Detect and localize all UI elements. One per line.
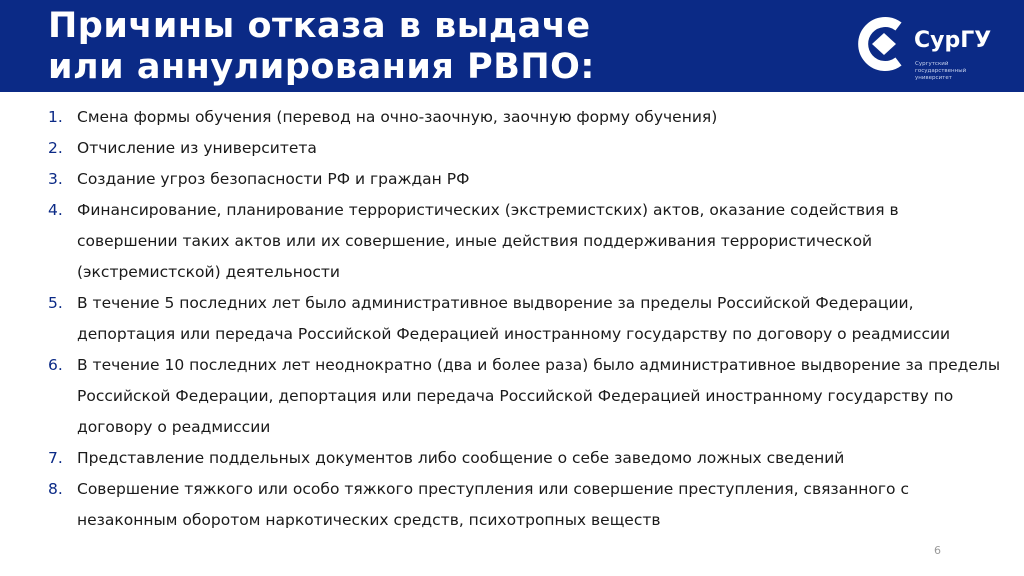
- list-item-text: Совершение тяжкого или особо тяжкого преступления или совершение преступления, связанного с незаконным оборотом наркотических средств, психотропных веществ: [77, 480, 909, 529]
- list-item-number: 2.: [48, 139, 63, 157]
- list-item-text: Финансирование, планирование террористических (экстремистских) актов, оказание содействия в совершении таких актов или их совершение, иные действия поддерживания террористической (экстремистской) деятельности: [77, 201, 899, 281]
- list-item: [0, 443, 1024, 474]
- list-item-number: 6.: [48, 356, 63, 374]
- list-item: [0, 133, 1024, 164]
- surgu-logo: [854, 12, 1004, 82]
- list-item-text: Отчисление из университета: [77, 139, 317, 157]
- page-title: [48, 6, 828, 88]
- list-item-number: 4.: [48, 201, 63, 219]
- list-item-number: 3.: [48, 170, 63, 188]
- list-item-text: Смена формы обучения (перевод на очно-заочную, заочную форму обучения): [77, 108, 718, 126]
- list-item: [0, 350, 1024, 443]
- list-item-text: Представление поддельных документов либо сообщение о себе заведомо ложных сведений: [77, 449, 845, 467]
- list-item: [0, 288, 1024, 350]
- title-line-2: или аннулирования РВПО:: [48, 47, 595, 87]
- list-item-text: В течение 5 последних лет было административное выдворение за пределы Российской Федерации, депортация или передача Российской Федерацией иностранному государству по договору о реадмиссии: [77, 294, 951, 343]
- list-item-text: В течение 10 последних лет неоднократно (два и более раза) было административное выдворение за пределы Российской Федерации, депортация или передача Российской Федерацией иностранному государству по договору о реадмиссии: [77, 356, 1001, 436]
- logo-subtitle: Сургутский государственный университет: [915, 61, 967, 81]
- list-item-number: 5.: [48, 294, 63, 312]
- page-number: 6: [934, 544, 941, 557]
- list-item-number: 8.: [48, 480, 63, 498]
- logo-name: СурГУ: [914, 28, 992, 53]
- list-item: [0, 164, 1024, 195]
- list-item: [0, 195, 1024, 288]
- list-item: [0, 102, 1024, 133]
- list-item-number: 1.: [48, 108, 63, 126]
- list-item: [0, 474, 1024, 536]
- title-line-1: Причины отказа в выдаче: [48, 6, 591, 46]
- header-bar: [0, 0, 1024, 92]
- surgu-logo-icon: [854, 14, 914, 74]
- list-item-number: 7.: [48, 449, 63, 467]
- reasons-list: [0, 102, 1024, 536]
- list-item-text: Создание угроз безопасности РФ и граждан РФ: [77, 170, 470, 188]
